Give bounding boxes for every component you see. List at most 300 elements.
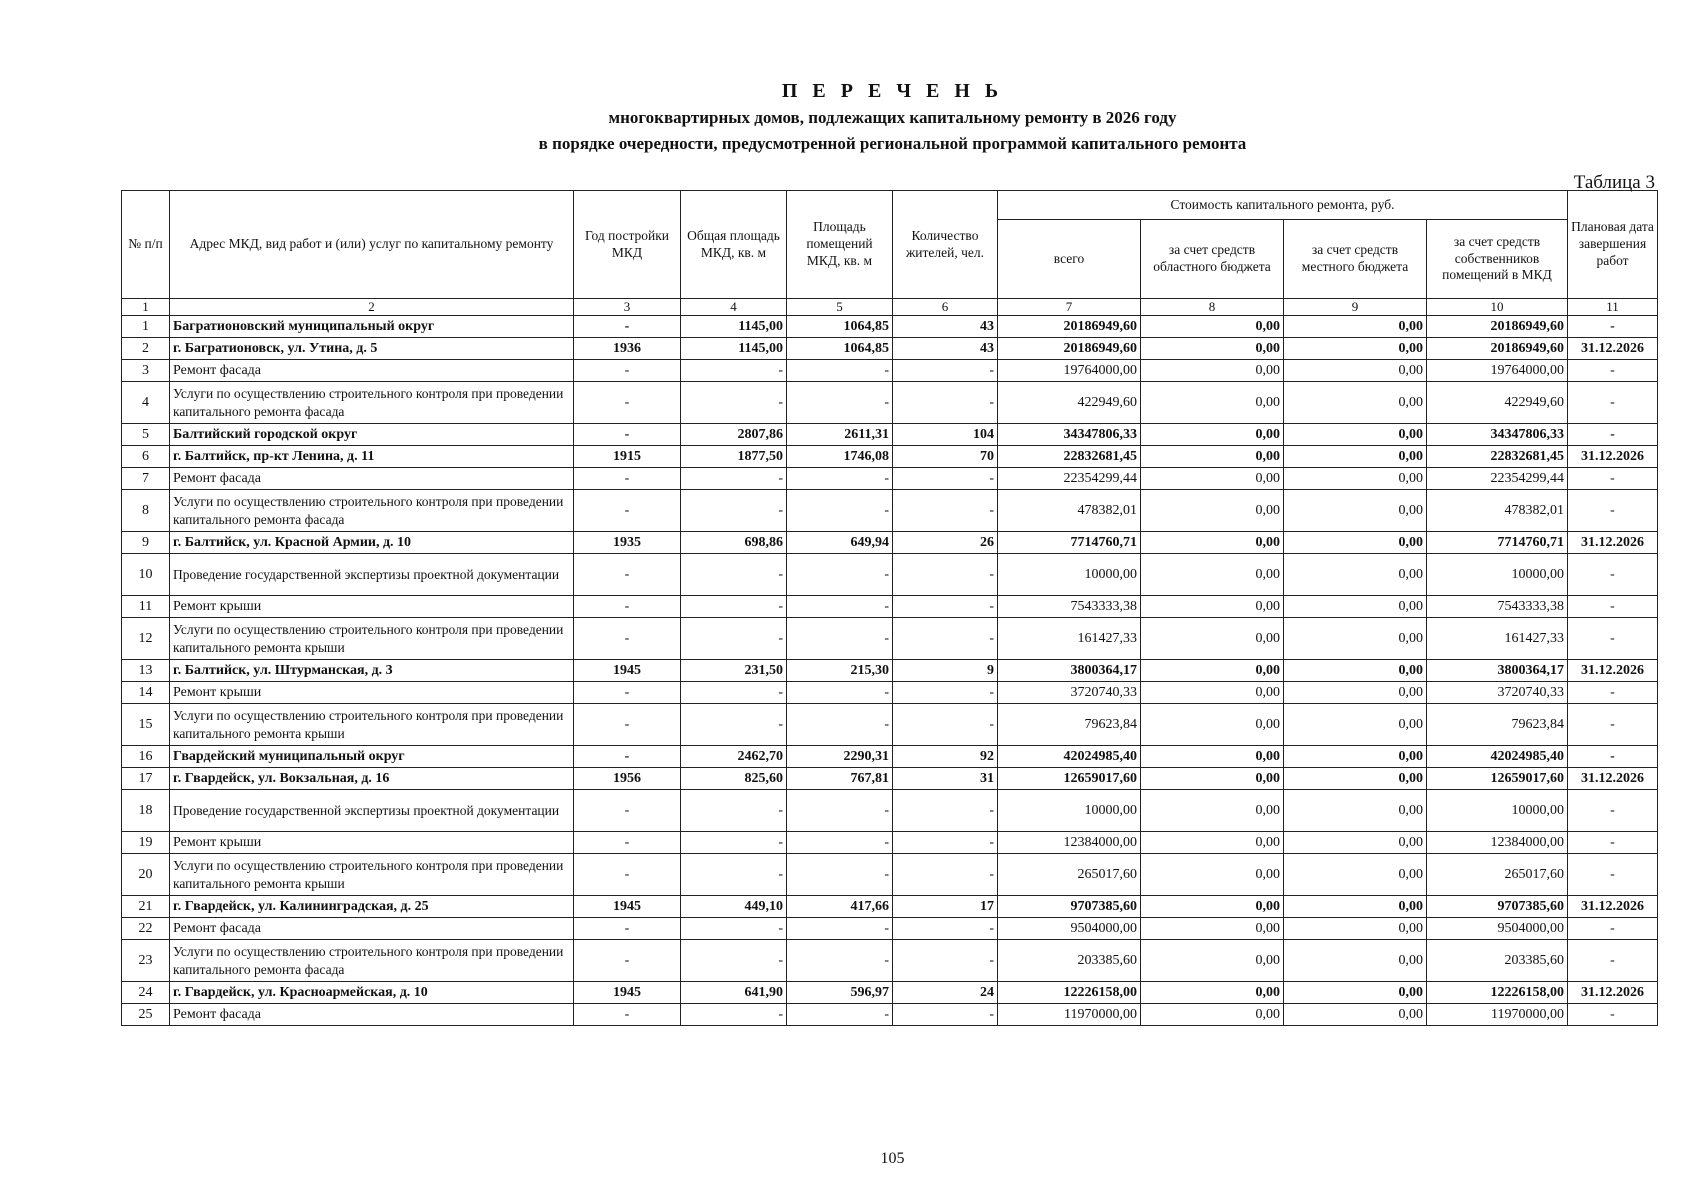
table-row <box>122 468 1658 490</box>
cell-total-area: 1877,50 <box>681 446 787 468</box>
cell-cost-regional: 0,00 <box>1141 532 1284 554</box>
cell-total-area: - <box>681 618 787 660</box>
cell-cost-regional: 0,00 <box>1141 490 1284 532</box>
cell-cost-regional: 0,00 <box>1141 704 1284 746</box>
column-number: 10 <box>1427 299 1568 316</box>
cell-rooms-area: - <box>787 360 893 382</box>
cell-total-area: 2462,70 <box>681 746 787 768</box>
cell-rooms-area: 1064,85 <box>787 338 893 360</box>
cell-number: 8 <box>122 490 170 532</box>
cell-cost-local: 0,00 <box>1284 768 1427 790</box>
table-row <box>122 854 1658 896</box>
cell-cost-total: 478382,01 <box>998 490 1141 532</box>
cell-address: Ремонт крыши <box>170 682 574 704</box>
cell-cost-total: 203385,60 <box>998 940 1141 982</box>
cell-address: г. Багратионовск, ул. Утина, д. 5 <box>170 338 574 360</box>
cell-address: г. Балтийск, ул. Штурманская, д. 3 <box>170 660 574 682</box>
header-rooms-area: Площадь помещений МКД, кв. м <box>787 191 893 299</box>
cell-cost-owners: 3720740,33 <box>1427 682 1568 704</box>
cell-year: - <box>574 382 681 424</box>
cell-year: 1956 <box>574 768 681 790</box>
cell-cost-regional: 0,00 <box>1141 896 1284 918</box>
cell-number: 22 <box>122 918 170 940</box>
cell-number: 18 <box>122 790 170 832</box>
cell-year: - <box>574 316 681 338</box>
cell-planned-date: - <box>1568 790 1658 832</box>
table-row <box>122 532 1658 554</box>
cell-rooms-area: - <box>787 382 893 424</box>
cell-planned-date: 31.12.2026 <box>1568 768 1658 790</box>
header-num: № п/п <box>122 191 170 299</box>
table-row <box>122 554 1658 596</box>
cell-cost-regional: 0,00 <box>1141 746 1284 768</box>
table-label: Таблица 3 <box>1573 172 1655 193</box>
cell-cost-local: 0,00 <box>1284 316 1427 338</box>
cell-cost-total: 265017,60 <box>998 854 1141 896</box>
cell-address: г. Гвардейск, ул. Красноармейская, д. 10 <box>170 982 574 1004</box>
cell-cost-owners: 9707385,60 <box>1427 896 1568 918</box>
cell-planned-date: - <box>1568 424 1658 446</box>
cell-address: Услуги по осуществлению строительного контроля при проведении капитального ремонта крыши <box>170 618 574 660</box>
cell-cost-regional: 0,00 <box>1141 854 1284 896</box>
cell-cost-total: 422949,60 <box>998 382 1141 424</box>
table-row <box>122 1004 1658 1026</box>
cell-number: 21 <box>122 896 170 918</box>
cell-total-area: - <box>681 360 787 382</box>
column-number: 2 <box>170 299 574 316</box>
column-number: 1 <box>122 299 170 316</box>
cell-cost-local: 0,00 <box>1284 790 1427 832</box>
cell-cost-local: 0,00 <box>1284 854 1427 896</box>
cell-year: 1915 <box>574 446 681 468</box>
cell-cost-local: 0,00 <box>1284 1004 1427 1026</box>
cell-number: 19 <box>122 832 170 854</box>
cell-year: 1945 <box>574 660 681 682</box>
table-row <box>122 982 1658 1004</box>
cell-cost-local: 0,00 <box>1284 982 1427 1004</box>
cell-cost-owners: 10000,00 <box>1427 790 1568 832</box>
cell-total-area: - <box>681 918 787 940</box>
cell-cost-local: 0,00 <box>1284 896 1427 918</box>
cell-cost-owners: 12226158,00 <box>1427 982 1568 1004</box>
cell-cost-total: 20186949,60 <box>998 338 1141 360</box>
cell-total-area: - <box>681 382 787 424</box>
cell-rooms-area: - <box>787 490 893 532</box>
table-row <box>122 660 1658 682</box>
cell-cost-total: 12384000,00 <box>998 832 1141 854</box>
cell-rooms-area: 596,97 <box>787 982 893 1004</box>
cell-cost-regional: 0,00 <box>1141 790 1284 832</box>
cell-cost-total: 12226158,00 <box>998 982 1141 1004</box>
cell-total-area: - <box>681 854 787 896</box>
cell-planned-date: - <box>1568 746 1658 768</box>
cell-total-area: - <box>681 940 787 982</box>
cell-residents: - <box>893 468 998 490</box>
cell-rooms-area: - <box>787 854 893 896</box>
cell-address: Услуги по осуществлению строительного контроля при проведении капитального ремонта крыши <box>170 854 574 896</box>
cell-cost-total: 161427,33 <box>998 618 1141 660</box>
column-number: 9 <box>1284 299 1427 316</box>
cell-cost-local: 0,00 <box>1284 382 1427 424</box>
cell-rooms-area: - <box>787 468 893 490</box>
cell-cost-local: 0,00 <box>1284 532 1427 554</box>
cell-total-area: - <box>681 554 787 596</box>
cell-residents: - <box>893 940 998 982</box>
cell-residents: - <box>893 682 998 704</box>
cell-total-area: - <box>681 468 787 490</box>
cell-rooms-area: - <box>787 596 893 618</box>
cell-year: - <box>574 360 681 382</box>
cell-residents: - <box>893 596 998 618</box>
cell-rooms-area: - <box>787 832 893 854</box>
cell-number: 6 <box>122 446 170 468</box>
table-row <box>122 360 1658 382</box>
cell-address: Гвардейский муниципальный округ <box>170 746 574 768</box>
cell-cost-regional: 0,00 <box>1141 918 1284 940</box>
cell-residents: 31 <box>893 768 998 790</box>
cell-year: - <box>574 596 681 618</box>
cell-planned-date: - <box>1568 316 1658 338</box>
cell-cost-owners: 7714760,71 <box>1427 532 1568 554</box>
cell-cost-owners: 161427,33 <box>1427 618 1568 660</box>
cell-total-area: 449,10 <box>681 896 787 918</box>
cell-year: - <box>574 746 681 768</box>
table-row <box>122 940 1658 982</box>
cell-cost-regional: 0,00 <box>1141 982 1284 1004</box>
cell-residents: - <box>893 490 998 532</box>
header-cost-local: за счет средств местного бюджета <box>1284 220 1427 299</box>
cell-rooms-area: - <box>787 918 893 940</box>
cell-residents: - <box>893 618 998 660</box>
header-cost-regional: за счет средств областного бюджета <box>1141 220 1284 299</box>
cell-cost-regional: 0,00 <box>1141 382 1284 424</box>
table-body <box>122 316 1658 1026</box>
cell-cost-local: 0,00 <box>1284 746 1427 768</box>
cell-cost-local: 0,00 <box>1284 682 1427 704</box>
cell-cost-owners: 422949,60 <box>1427 382 1568 424</box>
document-subtitle-line2: в порядке очередности, предусмотренной региональной программой капитального ремонта <box>538 134 1247 153</box>
cell-year: - <box>574 682 681 704</box>
cell-cost-total: 7543333,38 <box>998 596 1141 618</box>
column-number: 3 <box>574 299 681 316</box>
cell-cost-local: 0,00 <box>1284 468 1427 490</box>
cell-cost-total: 11970000,00 <box>998 1004 1141 1026</box>
table-row <box>122 490 1658 532</box>
cell-cost-owners: 478382,01 <box>1427 490 1568 532</box>
cell-cost-local: 0,00 <box>1284 490 1427 532</box>
cell-cost-owners: 9504000,00 <box>1427 918 1568 940</box>
cell-total-area: - <box>681 1004 787 1026</box>
cell-cost-owners: 22832681,45 <box>1427 446 1568 468</box>
cell-rooms-area: - <box>787 682 893 704</box>
cell-residents: 104 <box>893 424 998 446</box>
table-row <box>122 424 1658 446</box>
table-row <box>122 338 1658 360</box>
cell-planned-date: - <box>1568 360 1658 382</box>
header-residents: Количество жителей, чел. <box>893 191 998 299</box>
cell-cost-local: 0,00 <box>1284 918 1427 940</box>
table-row <box>122 682 1658 704</box>
cell-address: Услуги по осуществлению строительного контроля при проведении капитального ремонта крыши <box>170 704 574 746</box>
cell-year: - <box>574 790 681 832</box>
cell-cost-owners: 12384000,00 <box>1427 832 1568 854</box>
cell-rooms-area: 649,94 <box>787 532 893 554</box>
cell-planned-date: - <box>1568 490 1658 532</box>
cell-number: 9 <box>122 532 170 554</box>
cell-residents: - <box>893 360 998 382</box>
cell-cost-regional: 0,00 <box>1141 316 1284 338</box>
column-number-row <box>122 299 1658 316</box>
cell-cost-regional: 0,00 <box>1141 424 1284 446</box>
cell-cost-regional: 0,00 <box>1141 618 1284 660</box>
cell-address: Ремонт фасада <box>170 360 574 382</box>
cell-cost-regional: 0,00 <box>1141 682 1284 704</box>
header-total-area: Общая площадь МКД, кв. м <box>681 191 787 299</box>
cell-number: 3 <box>122 360 170 382</box>
cell-total-area: - <box>681 682 787 704</box>
cell-rooms-area: - <box>787 704 893 746</box>
cell-year: - <box>574 1004 681 1026</box>
cell-address: г. Гвардейск, ул. Вокзальная, д. 16 <box>170 768 574 790</box>
cell-cost-owners: 7543333,38 <box>1427 596 1568 618</box>
cell-residents: 92 <box>893 746 998 768</box>
cell-cost-owners: 10000,00 <box>1427 554 1568 596</box>
table-row <box>122 896 1658 918</box>
cell-cost-regional: 0,00 <box>1141 468 1284 490</box>
header-cost-total: всего <box>998 220 1141 299</box>
cell-cost-total: 20186949,60 <box>998 316 1141 338</box>
cell-cost-local: 0,00 <box>1284 940 1427 982</box>
cell-address: Услуги по осуществлению строительного контроля при проведении капитального ремонта фасада <box>170 940 574 982</box>
cell-cost-total: 3800364,17 <box>998 660 1141 682</box>
cell-year: - <box>574 940 681 982</box>
cell-address: г. Балтийск, ул. Красной Армии, д. 10 <box>170 532 574 554</box>
cell-cost-owners: 42024985,40 <box>1427 746 1568 768</box>
cell-residents: - <box>893 854 998 896</box>
cell-total-area: - <box>681 832 787 854</box>
cell-year: - <box>574 704 681 746</box>
cell-cost-owners: 12659017,60 <box>1427 768 1568 790</box>
cell-planned-date: 31.12.2026 <box>1568 446 1658 468</box>
cell-cost-owners: 34347806,33 <box>1427 424 1568 446</box>
cell-rooms-area: 2611,31 <box>787 424 893 446</box>
table-row <box>122 832 1658 854</box>
cell-cost-total: 3720740,33 <box>998 682 1141 704</box>
cell-cost-local: 0,00 <box>1284 618 1427 660</box>
cell-planned-date: - <box>1568 618 1658 660</box>
cell-cost-local: 0,00 <box>1284 832 1427 854</box>
cell-total-area: 698,86 <box>681 532 787 554</box>
cell-rooms-area: 767,81 <box>787 768 893 790</box>
cell-planned-date: - <box>1568 918 1658 940</box>
cell-total-area: 1145,00 <box>681 316 787 338</box>
cell-cost-local: 0,00 <box>1284 660 1427 682</box>
cell-planned-date: 31.12.2026 <box>1568 982 1658 1004</box>
cell-address: Услуги по осуществлению строительного контроля при проведении капитального ремонта фасада <box>170 382 574 424</box>
cell-residents: - <box>893 704 998 746</box>
cell-rooms-area: - <box>787 940 893 982</box>
cell-cost-regional: 0,00 <box>1141 940 1284 982</box>
document-subtitle-line1: многоквартирных домов, подлежащих капитальному ремонту в 2026 году <box>608 108 1177 127</box>
cell-year: 1945 <box>574 896 681 918</box>
cell-cost-owners: 20186949,60 <box>1427 316 1568 338</box>
cell-cost-total: 22354299,44 <box>998 468 1141 490</box>
cell-cost-owners: 19764000,00 <box>1427 360 1568 382</box>
table-row <box>122 446 1658 468</box>
cell-number: 14 <box>122 682 170 704</box>
cell-cost-total: 34347806,33 <box>998 424 1141 446</box>
cell-number: 7 <box>122 468 170 490</box>
cell-number: 25 <box>122 1004 170 1026</box>
cell-planned-date: - <box>1568 596 1658 618</box>
page-number: 105 <box>880 1150 905 1167</box>
column-number: 7 <box>998 299 1141 316</box>
cell-cost-local: 0,00 <box>1284 338 1427 360</box>
cell-planned-date: - <box>1568 940 1658 982</box>
cell-residents: 24 <box>893 982 998 1004</box>
cell-total-area: 641,90 <box>681 982 787 1004</box>
table-header-row <box>122 191 1658 220</box>
cell-rooms-area: 1064,85 <box>787 316 893 338</box>
cell-number: 12 <box>122 618 170 660</box>
cell-planned-date: - <box>1568 554 1658 596</box>
cell-cost-total: 42024985,40 <box>998 746 1141 768</box>
cell-residents: 26 <box>893 532 998 554</box>
table-row <box>122 382 1658 424</box>
column-number: 11 <box>1568 299 1658 316</box>
table-row <box>122 746 1658 768</box>
cell-number: 23 <box>122 940 170 982</box>
cell-number: 5 <box>122 424 170 446</box>
cell-planned-date: - <box>1568 682 1658 704</box>
cell-cost-total: 19764000,00 <box>998 360 1141 382</box>
cell-residents: - <box>893 790 998 832</box>
cell-residents: - <box>893 918 998 940</box>
cell-planned-date: - <box>1568 468 1658 490</box>
cell-planned-date: - <box>1568 832 1658 854</box>
cell-address: г. Балтийск, пр-кт Ленина, д. 11 <box>170 446 574 468</box>
header-cost-group: Стоимость капитального ремонта, руб. <box>998 191 1568 220</box>
cell-address: Ремонт фасада <box>170 918 574 940</box>
cell-number: 13 <box>122 660 170 682</box>
cell-number: 1 <box>122 316 170 338</box>
cell-cost-owners: 79623,84 <box>1427 704 1568 746</box>
cell-cost-total: 22832681,45 <box>998 446 1141 468</box>
cell-address: г. Гвардейск, ул. Калининградская, д. 25 <box>170 896 574 918</box>
cell-residents: 9 <box>893 660 998 682</box>
cell-number: 4 <box>122 382 170 424</box>
cell-rooms-area: 1746,08 <box>787 446 893 468</box>
cell-year: - <box>574 554 681 596</box>
cell-cost-local: 0,00 <box>1284 554 1427 596</box>
cell-residents: 43 <box>893 338 998 360</box>
cell-address: Багратионовский муниципальный округ <box>170 316 574 338</box>
table-row <box>122 596 1658 618</box>
cell-planned-date: - <box>1568 704 1658 746</box>
cell-rooms-area: - <box>787 554 893 596</box>
cell-cost-owners: 3800364,17 <box>1427 660 1568 682</box>
cell-total-area: - <box>681 790 787 832</box>
cell-cost-local: 0,00 <box>1284 360 1427 382</box>
cell-residents: - <box>893 1004 998 1026</box>
column-number: 4 <box>681 299 787 316</box>
cell-cost-owners: 203385,60 <box>1427 940 1568 982</box>
cell-total-area: - <box>681 596 787 618</box>
cell-number: 17 <box>122 768 170 790</box>
cell-cost-regional: 0,00 <box>1141 596 1284 618</box>
cell-cost-total: 9707385,60 <box>998 896 1141 918</box>
cell-cost-regional: 0,00 <box>1141 338 1284 360</box>
cell-planned-date: - <box>1568 382 1658 424</box>
column-number: 6 <box>893 299 998 316</box>
cell-rooms-area: 215,30 <box>787 660 893 682</box>
cell-address: Балтийский городской округ <box>170 424 574 446</box>
cell-cost-total: 7714760,71 <box>998 532 1141 554</box>
cell-address: Ремонт крыши <box>170 832 574 854</box>
cell-cost-local: 0,00 <box>1284 424 1427 446</box>
cell-year: - <box>574 424 681 446</box>
cell-year: 1935 <box>574 532 681 554</box>
cell-number: 20 <box>122 854 170 896</box>
cell-rooms-area: 417,66 <box>787 896 893 918</box>
repair-list-table <box>121 190 1658 1026</box>
header-year: Год постройки МКД <box>574 191 681 299</box>
cell-address: Ремонт крыши <box>170 596 574 618</box>
cell-residents: 17 <box>893 896 998 918</box>
header-planned-date: Плановая дата завершения работ <box>1568 191 1658 299</box>
cell-total-area: 231,50 <box>681 660 787 682</box>
column-number: 5 <box>787 299 893 316</box>
cell-cost-total: 12659017,60 <box>998 768 1141 790</box>
cell-cost-regional: 0,00 <box>1141 832 1284 854</box>
header-cost-owners: за счет средств собственников помещений в МКД <box>1427 220 1568 299</box>
cell-residents: - <box>893 382 998 424</box>
cell-cost-local: 0,00 <box>1284 596 1427 618</box>
cell-address: Услуги по осуществлению строительного контроля при проведении капитального ремонта фасада <box>170 490 574 532</box>
cell-cost-local: 0,00 <box>1284 704 1427 746</box>
cell-cost-regional: 0,00 <box>1141 1004 1284 1026</box>
cell-address: Проведение государственной экспертизы проектной документации <box>170 554 574 596</box>
document-title: П Е Р Е Ч Е Н Ь <box>781 80 1004 102</box>
cell-cost-owners: 22354299,44 <box>1427 468 1568 490</box>
cell-planned-date: 31.12.2026 <box>1568 896 1658 918</box>
cell-total-area: - <box>681 490 787 532</box>
cell-total-area: 825,60 <box>681 768 787 790</box>
cell-number: 24 <box>122 982 170 1004</box>
cell-address: Проведение государственной экспертизы проектной документации <box>170 790 574 832</box>
cell-total-area: 2807,86 <box>681 424 787 446</box>
table-row <box>122 790 1658 832</box>
cell-year: - <box>574 618 681 660</box>
table-row <box>122 918 1658 940</box>
cell-rooms-area: - <box>787 618 893 660</box>
cell-cost-total: 9504000,00 <box>998 918 1141 940</box>
cell-address: Ремонт фасада <box>170 1004 574 1026</box>
cell-cost-regional: 0,00 <box>1141 660 1284 682</box>
cell-cost-total: 10000,00 <box>998 554 1141 596</box>
table-row <box>122 768 1658 790</box>
cell-number: 16 <box>122 746 170 768</box>
cell-cost-regional: 0,00 <box>1141 360 1284 382</box>
table-row <box>122 704 1658 746</box>
table-row <box>122 316 1658 338</box>
cell-cost-total: 79623,84 <box>998 704 1141 746</box>
cell-residents: 70 <box>893 446 998 468</box>
cell-cost-owners: 265017,60 <box>1427 854 1568 896</box>
cell-cost-owners: 11970000,00 <box>1427 1004 1568 1026</box>
cell-cost-total: 10000,00 <box>998 790 1141 832</box>
cell-planned-date: - <box>1568 854 1658 896</box>
